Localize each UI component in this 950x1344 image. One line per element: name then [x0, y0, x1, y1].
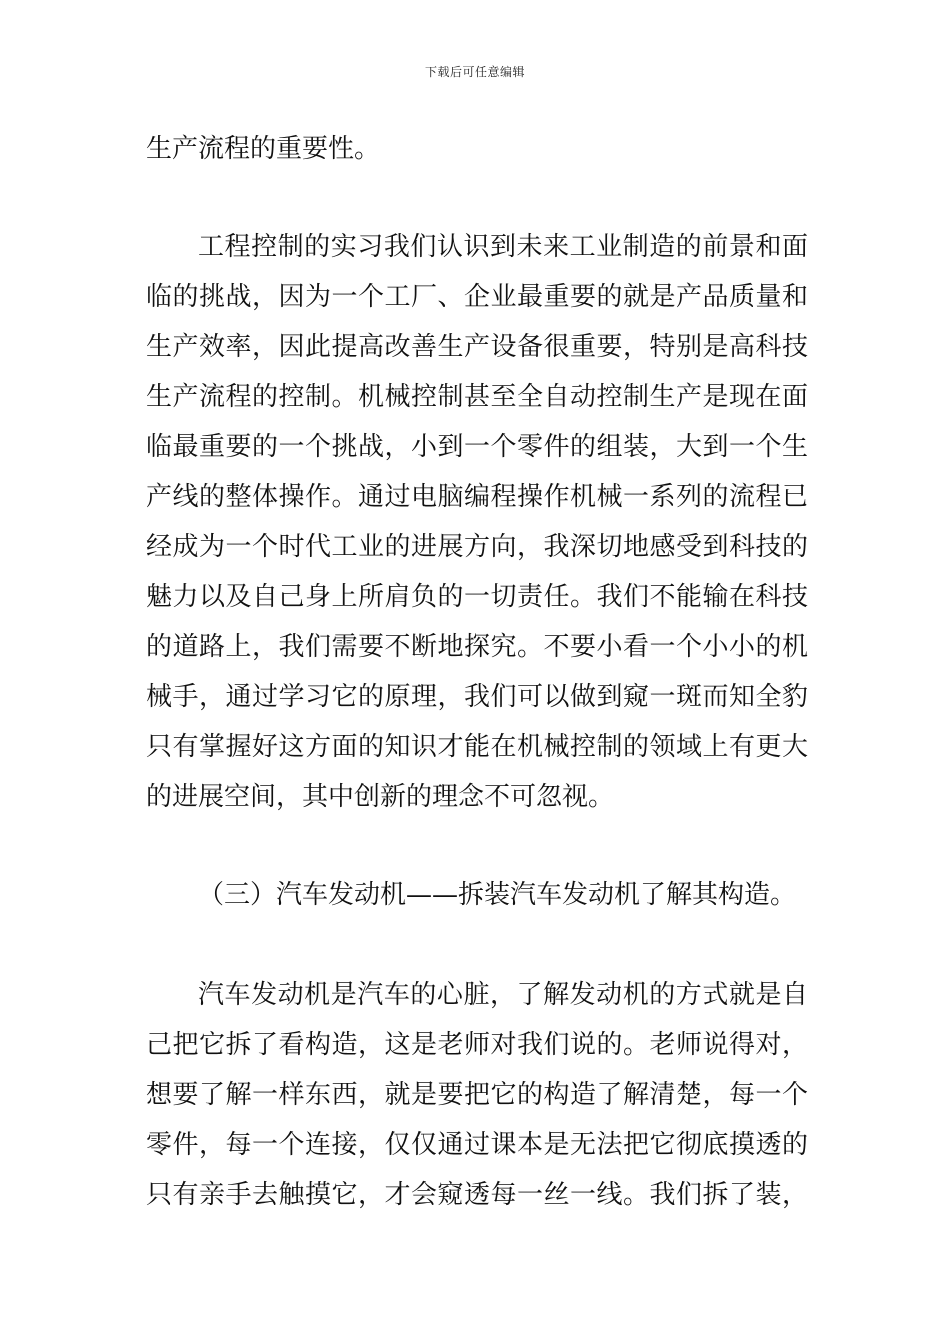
paragraph-line: 汽车发动机是汽车的心脏，了解发动机的方式就是自 — [198, 980, 808, 1010]
paragraph-line: 生产流程的控制。机械控制甚至全自动控制生产是现在面 — [146, 382, 808, 412]
paragraph-line: 生产效率，因此提高改善生产设备很重要，特别是高科技 — [146, 332, 808, 362]
paragraph-line: 只有掌握好这方面的知识才能在机械控制的领域上有更大 — [146, 732, 808, 762]
section-heading-text: （三）汽车发动机——拆装汽车发动机了解其构造。 — [198, 880, 797, 910]
paragraph-4 — [146, 970, 808, 1220]
paragraph-line: 临最重要的一个挑战，小到一个零件的组装，大到一个生 — [146, 432, 808, 462]
paragraph-line: 只有亲手去触摸它，才会窥透每一丝一线。我们拆了装， — [146, 1180, 808, 1210]
paragraph-line: 魅力以及自己身上所肩负的一切责任。我们不能输在科技 — [146, 582, 808, 612]
paragraph-line: 的进展空间，其中创新的理念不可忽视。 — [146, 782, 615, 812]
paragraph-line: 经成为一个时代工业的进展方向，我深切地感受到科技的 — [146, 532, 808, 562]
paragraph-line: 想要了解一样东西，就是要把它的构造了解清楚，每一个 — [146, 1080, 808, 1110]
paragraph-1 — [146, 124, 808, 174]
paragraph-line: 零件，每一个连接，仅仅通过课本是无法把它彻底摸透的 — [146, 1130, 808, 1160]
paragraph-line: 工程控制的实习我们认识到未来工业制造的前景和面 — [198, 232, 808, 262]
paragraph-line: 临的挑战，因为一个工厂、企业最重要的就是产品质量和 — [146, 282, 808, 312]
paragraph-line: 己把它拆了看构造，这是老师对我们说的。老师说得对， — [146, 1030, 808, 1060]
paragraph-2 — [146, 222, 808, 822]
page-header: 下载后可任意编辑 — [424, 65, 525, 79]
paragraph-line: 械手，通过学习它的原理，我们可以做到窥一斑而知全豹 — [146, 682, 808, 712]
paragraph-line: 生产流程的重要性。 — [146, 134, 381, 164]
paragraph-line: 产线的整体操作。通过电脑编程操作机械一系列的流程已 — [146, 482, 808, 512]
paragraph-line: 的道路上，我们需要不断地探究。不要小看一个小小的机 — [146, 632, 808, 662]
section-heading — [146, 870, 808, 920]
